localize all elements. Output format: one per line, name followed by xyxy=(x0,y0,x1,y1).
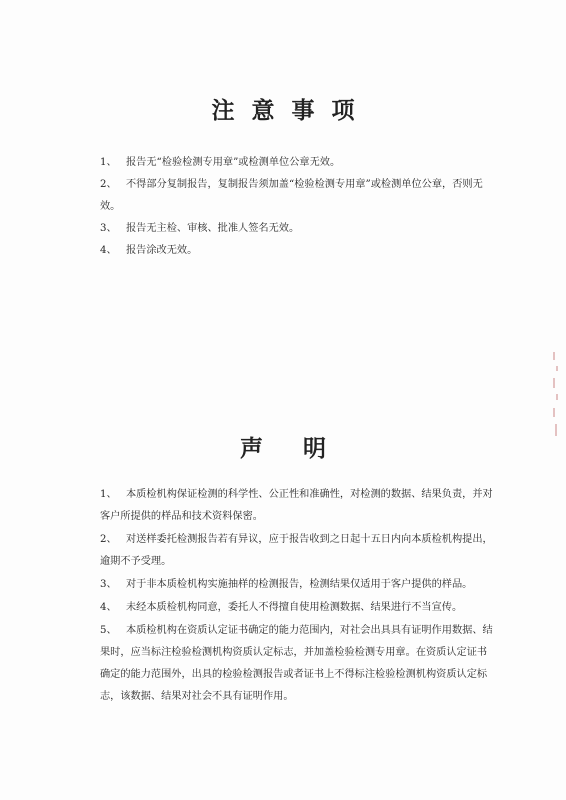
declaration-list xyxy=(100,484,495,709)
notice-item-number: 1、 xyxy=(100,157,117,168)
notice-item-text: 报告涂改无效。 xyxy=(126,245,198,256)
declaration-item xyxy=(100,529,495,573)
notice-title: 注意事项 xyxy=(211,97,372,124)
notice-item-number: 4、 xyxy=(100,245,117,256)
notice-item-text: 不得部分复制报告，复制报告须加盖“检验检测专用章”或检测单位公章，否则无效。 xyxy=(100,179,483,212)
declaration-item-number: 1、 xyxy=(100,489,117,500)
declaration-item-number: 2、 xyxy=(100,534,117,545)
notice-item xyxy=(100,218,495,240)
declaration-item xyxy=(100,620,495,708)
declaration-item xyxy=(100,597,495,619)
declaration-title: 声明 xyxy=(240,435,366,462)
notice-item xyxy=(100,174,495,218)
declaration-item xyxy=(100,484,495,528)
notice-item-number: 3、 xyxy=(100,223,117,234)
declaration-item-text: 对送样委托检测报告若有异议，应于报告收到之日起十五日内向本质检机构提出，逾期不予受理。 xyxy=(100,534,493,567)
declaration-item-text: 本质检机构保证检测的科学性、公正性和准确性，对检测的数据、结果负责，并对客户所提供的样品和技术资料保密。 xyxy=(100,489,493,522)
notice-item-text: 报告无主检、审核、批准人签名无效。 xyxy=(126,223,300,234)
notice-item xyxy=(100,240,495,262)
notice-item xyxy=(100,152,495,174)
notice-item-number: 2、 xyxy=(100,179,117,190)
declaration-item-text: 本质检机构在资质认定证书确定的能力范围内，对社会出具具有证明作用数据、结果时，应当标注检验检测机构资质认定标志，并加盖检验检测专用章。在资质认定证书确定的能力范围外，出具的检验检测报告或者证书上不得标注检验检测机构资质认定标志，该数据、结果对社会不具有证明作用。 xyxy=(100,625,493,702)
notice-list xyxy=(100,152,495,262)
declaration-item xyxy=(100,574,495,596)
scan-edge-marks xyxy=(553,352,563,442)
declaration-item-number: 3、 xyxy=(100,579,117,590)
declaration-item-number: 4、 xyxy=(100,602,117,613)
declaration-item-number: 5、 xyxy=(100,625,117,636)
declaration-item-text: 对于非本质检机构实施抽样的检测报告，检测结果仅适用于客户提供的样品。 xyxy=(126,579,473,590)
declaration-item-text: 未经本质检机构同意，委托人不得擅自使用检测数据、结果进行不当宣传。 xyxy=(126,602,463,613)
notice-item-text: 报告无“检验检测专用章”或检测单位公章无效。 xyxy=(126,157,341,168)
